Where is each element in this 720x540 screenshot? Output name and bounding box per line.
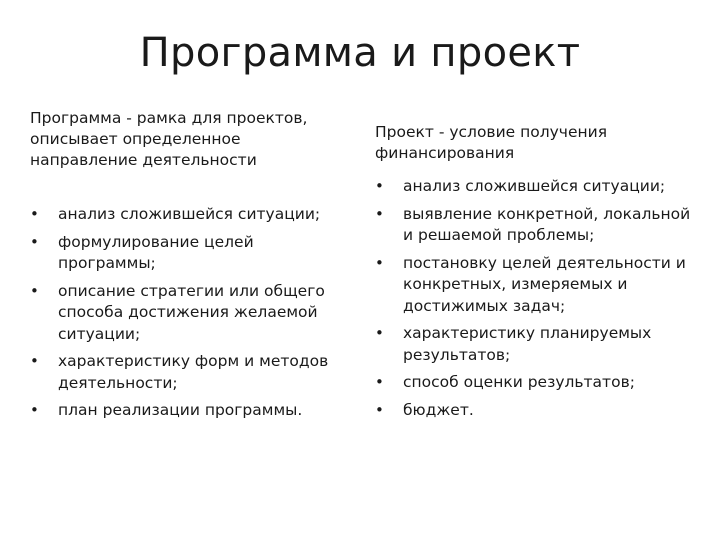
list-item-text: постановку целей деятельности и конкретных, измеряемых и достижимых задач;	[403, 253, 686, 315]
bullet-icon: •	[375, 177, 384, 195]
bullet-icon: •	[375, 253, 384, 272]
bullet-icon: •	[30, 401, 39, 419]
list-item	[375, 400, 705, 422]
bullet-icon: •	[30, 205, 39, 223]
program-column	[30, 108, 350, 428]
list-item	[375, 372, 705, 394]
bullet-icon: •	[30, 232, 39, 251]
project-heading: Проект - условие получения финансирования	[375, 123, 608, 162]
list-item-text: бюджет.	[403, 400, 474, 419]
bullet-icon: •	[375, 324, 384, 342]
list-item-text: характеристику форм и методов деятельности;	[58, 352, 329, 392]
list-item-text: описание стратегии или общего способа достижения желаемой ситуации;	[58, 281, 325, 343]
list-item-text: выявление конкретной, локальной и решаемой проблемы;	[403, 204, 691, 244]
list-item	[375, 176, 705, 198]
list-item	[30, 281, 350, 346]
project-column	[375, 122, 705, 427]
program-bullet-list	[30, 204, 350, 422]
list-item-text: анализ сложившейся ситуации;	[58, 205, 321, 223]
list-item-text: формулирование целей программы;	[58, 232, 254, 272]
list-item	[375, 204, 705, 247]
bullet-icon: •	[375, 373, 384, 391]
list-item	[30, 204, 350, 226]
list-item	[375, 253, 705, 318]
list-item-text: план реализации программы.	[58, 401, 303, 419]
slide-title: Программа и проект	[139, 30, 581, 76]
bullet-icon: •	[30, 281, 39, 300]
list-item	[30, 351, 350, 394]
bullet-icon: •	[375, 204, 384, 223]
bullet-icon: •	[375, 400, 384, 419]
list-item-text: характеристику планируемых результатов;	[403, 324, 652, 364]
list-item-text: анализ сложившейся ситуации;	[403, 177, 666, 195]
program-heading: Программа - рамка для проектов, описывает определенное направление деятельности	[30, 109, 308, 169]
list-item	[375, 323, 705, 366]
list-item-text: способ оценки результатов;	[403, 373, 635, 391]
list-item	[30, 400, 350, 422]
bullet-icon: •	[30, 352, 39, 370]
list-item	[30, 232, 350, 275]
project-bullet-list	[375, 176, 705, 421]
